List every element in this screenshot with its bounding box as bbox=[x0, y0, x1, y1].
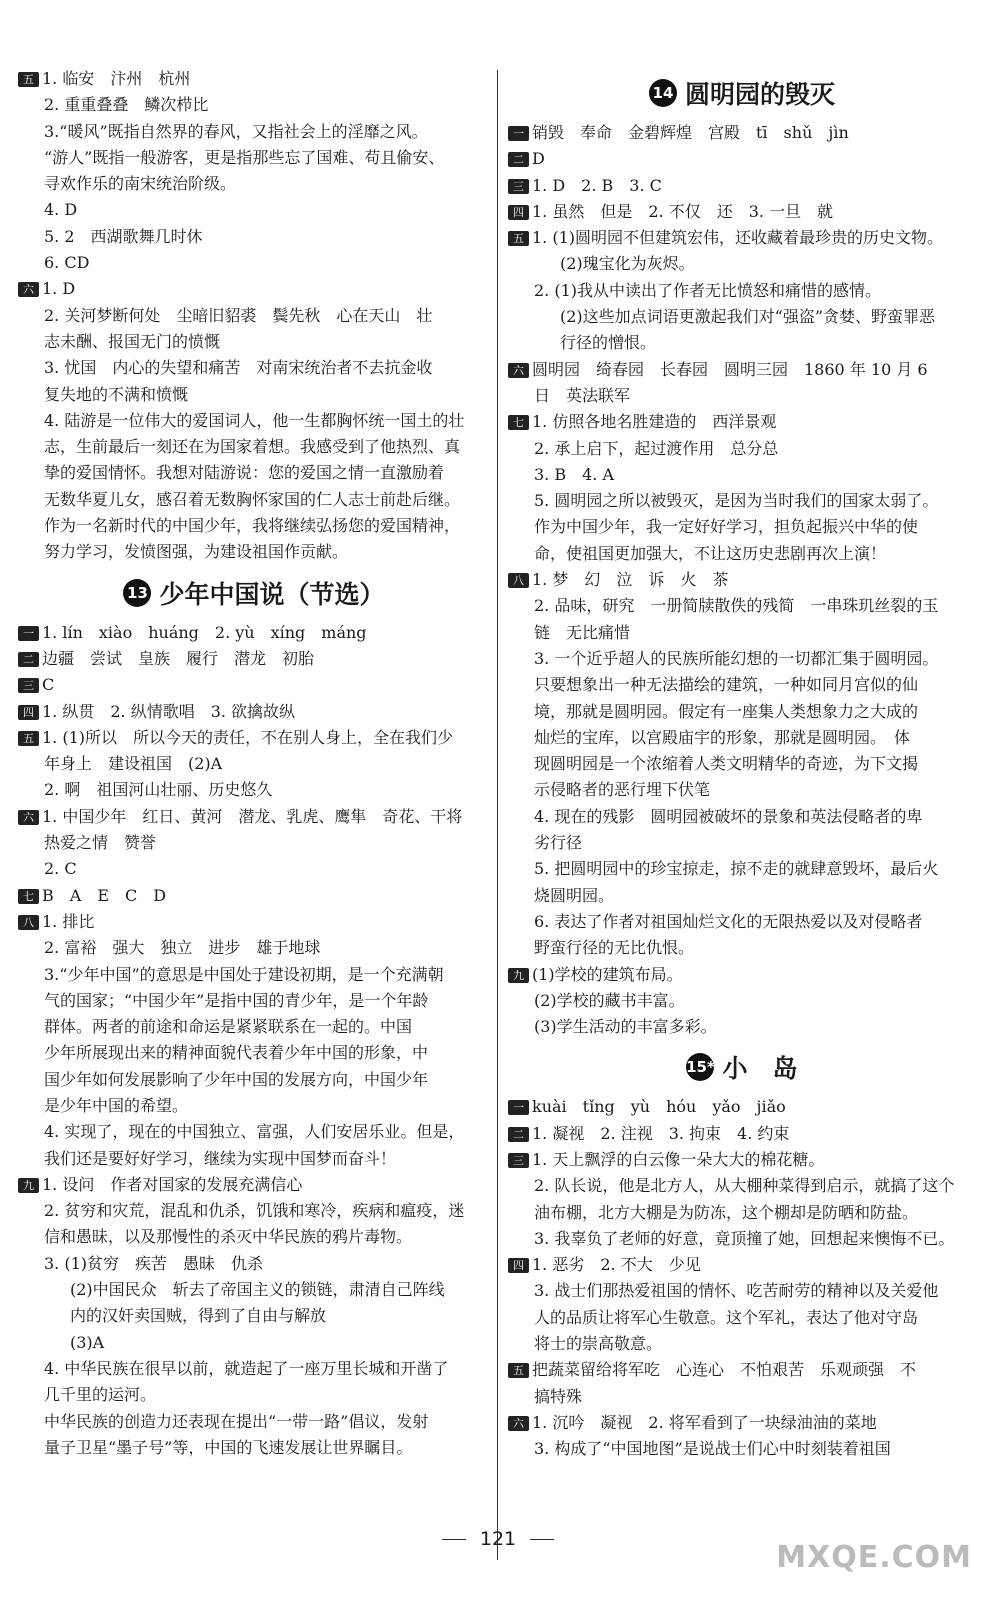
answer-text: 4. 实现了，现在的中国独立、富强，人们安居乐业。但是， bbox=[44, 1122, 465, 1142]
answer-line bbox=[508, 646, 976, 672]
answer-line bbox=[18, 883, 490, 909]
answer-line bbox=[508, 593, 976, 619]
answer-line bbox=[508, 962, 976, 988]
answer-text: 现圆明园是一个浓缩着人类文明精华的奇迹，为下文揭 bbox=[534, 754, 919, 774]
section-number-badge: 13 bbox=[123, 579, 151, 607]
answer-line bbox=[18, 1435, 490, 1461]
answer-line bbox=[18, 725, 490, 751]
answer-text: 搞特殊 bbox=[534, 1386, 583, 1406]
answer-line bbox=[18, 777, 490, 803]
answer-line bbox=[18, 171, 490, 197]
answer-line bbox=[508, 699, 976, 725]
answer-line bbox=[18, 909, 490, 935]
answer-line bbox=[18, 1330, 490, 1356]
answer-text: C bbox=[42, 675, 55, 695]
answer-text: 1. D 2. B 3. C bbox=[532, 175, 662, 195]
answer-line bbox=[508, 935, 976, 961]
answer-line bbox=[508, 1200, 976, 1226]
question-marker: 五 bbox=[18, 72, 39, 87]
answer-line bbox=[18, 329, 490, 355]
answer-line bbox=[18, 487, 490, 513]
answer-line bbox=[18, 1198, 490, 1224]
answer-line bbox=[508, 1436, 976, 1462]
answer-text: 4. 陆游是一位伟大的爱国词人，他一生都胸怀统一国土的壮 bbox=[44, 410, 465, 430]
answer-line bbox=[18, 434, 490, 460]
answer-text: 烧圆明园。 bbox=[534, 885, 615, 905]
question-marker: 六 bbox=[508, 1416, 529, 1431]
answer-line bbox=[18, 1040, 490, 1066]
answer-text: B A E C D bbox=[42, 885, 167, 905]
answer-text: 挚的爱国情怀。我想对陆游说：您的爱国之情一直激励着 bbox=[44, 463, 445, 483]
answer-text: 3. 构成了“中国地图”是说战士们心中时刻装着祖国 bbox=[534, 1439, 891, 1459]
answer-line bbox=[18, 935, 490, 961]
answer-text: 2. 富裕 强大 独立 进步 雄于地球 bbox=[44, 938, 321, 958]
question-marker: 八 bbox=[508, 573, 529, 588]
answer-line bbox=[18, 1119, 490, 1145]
answer-text: 我们还是要好好学习，继续为实现中国梦而奋斗！ bbox=[44, 1148, 397, 1168]
answer-text: 作为一名新时代的中国少年，我将继续弘扬您的爱国精神， bbox=[44, 516, 461, 536]
answer-text: 3. 一个近乎超人的民族所能幻想的一切都汇集于圆明园。 bbox=[534, 648, 939, 668]
answer-text: 2. 队长说，他是北方人，从大棚种菜得到启示，就搞了这个 bbox=[534, 1176, 955, 1196]
question-marker: 四 bbox=[18, 705, 39, 720]
question-marker: 二 bbox=[18, 652, 39, 667]
answer-text: 信和愚昧，以及那慢性的杀灭中华民族的鸦片毒物。 bbox=[44, 1227, 413, 1247]
answer-text: 4. D bbox=[44, 200, 78, 220]
answer-text: 作为中国少年，我一定好好学习，担负起振兴中华的使 bbox=[534, 517, 919, 537]
answer-line bbox=[508, 1331, 976, 1357]
answer-line bbox=[508, 225, 976, 251]
answer-line bbox=[508, 672, 976, 698]
answer-line bbox=[18, 1093, 490, 1119]
question-marker: 五 bbox=[18, 731, 39, 746]
answer-text: 将士的崇高敬意。 bbox=[534, 1334, 663, 1354]
answer-line bbox=[18, 276, 490, 302]
answer-text: 2. 品味，研究 一册简牍散佚的残简 一串珠玑丝裂的玉 bbox=[534, 596, 939, 616]
answer-text: 日 英法联军 bbox=[534, 385, 631, 405]
answer-line bbox=[508, 1252, 976, 1278]
answer-line bbox=[18, 197, 490, 223]
answer-text: 4. 现在的残影 圆明园被破坏的景象和英法侵略者的卑 bbox=[534, 806, 923, 826]
answer-line bbox=[18, 250, 490, 276]
question-marker: 一 bbox=[508, 126, 529, 141]
answer-text: 群体。两者的前途和命运是紧紧联系在一起的。中国 bbox=[44, 1017, 413, 1037]
answer-text: 复失地的不满和愤慨 bbox=[44, 384, 189, 404]
answer-line bbox=[508, 146, 976, 172]
question-marker: 四 bbox=[508, 205, 529, 220]
answer-text: 少年所展现出来的精神面貌代表着少年中国的形象，中 bbox=[44, 1043, 429, 1063]
answer-text: 努力学习，发愤图强，为建设祖国作贡献。 bbox=[44, 542, 349, 562]
answer-text: 4. 中华民族在很早以前，就造起了一座万里长城和开凿了 bbox=[44, 1358, 449, 1378]
answer-line bbox=[508, 725, 976, 751]
answer-text: 3.“少年中国”的意思是中国处于建设初期，是一个充满朝 bbox=[44, 964, 444, 984]
answer-line bbox=[18, 66, 490, 92]
question-marker: 三 bbox=[18, 678, 39, 693]
question-marker: 二 bbox=[508, 1127, 529, 1142]
answer-text: 1. 中国少年 红日、黄河 潜龙、乳虎、鹰隼 奇花、干将 bbox=[42, 806, 463, 826]
section-title-text: 圆明园的毁灭 bbox=[684, 80, 835, 109]
answer-line bbox=[508, 462, 976, 488]
answer-text: 2. 啊 祖国河山壮丽、历史悠久 bbox=[44, 780, 273, 800]
answer-line bbox=[508, 514, 976, 540]
answer-line bbox=[508, 830, 976, 856]
answer-text: (2)中国民众 斩去了帝国主义的锁链，肃清自己阵线 bbox=[70, 1280, 445, 1300]
answer-line bbox=[18, 382, 490, 408]
answer-line bbox=[18, 1409, 490, 1435]
question-marker: 五 bbox=[508, 231, 529, 246]
page-number: 121 bbox=[479, 1528, 517, 1550]
answer-text: D bbox=[532, 149, 545, 169]
answer-line bbox=[508, 620, 976, 646]
answer-text: 6. 表达了作者对祖国灿烂文化的无限热爱以及对侵略者 bbox=[534, 911, 923, 931]
question-marker: 三 bbox=[508, 1153, 529, 1168]
answer-line bbox=[508, 1226, 976, 1252]
answer-text: 2. 承上启下，起过渡作用 总分总 bbox=[534, 438, 779, 458]
answer-text: (1)学校的建筑布局。 bbox=[532, 964, 683, 984]
answer-line bbox=[18, 620, 490, 646]
answer-text: 链 无比痛惜 bbox=[534, 622, 631, 642]
answer-text: “游人”既指一般游客，更是指那些忘了国难、苟且偷安、 bbox=[44, 147, 445, 167]
answer-text: 3. 我辜负了老师的好意，竟顶撞了她，回想起来懊悔不已。 bbox=[534, 1228, 955, 1248]
question-marker: 三 bbox=[508, 179, 529, 194]
answer-line bbox=[18, 539, 490, 565]
question-marker: 一 bbox=[18, 626, 39, 641]
answer-line bbox=[508, 383, 976, 409]
answer-line bbox=[508, 1357, 976, 1383]
question-marker: 六 bbox=[508, 363, 529, 378]
answer-line bbox=[18, 1224, 490, 1250]
answer-text: 5. 把圆明园中的珍宝掠走，掠不走的就肆意毁坏，最后火 bbox=[534, 859, 939, 879]
answer-text: 1. 梦 幻 泣 诉 火 茶 bbox=[532, 570, 729, 590]
answer-line bbox=[508, 409, 976, 435]
answer-line bbox=[18, 1067, 490, 1093]
answer-line bbox=[508, 856, 976, 882]
question-marker: 四 bbox=[508, 1258, 529, 1273]
answer-line bbox=[18, 303, 490, 329]
answer-line bbox=[508, 251, 976, 277]
answer-line bbox=[508, 304, 976, 330]
answer-text: (3)学生活动的丰富多彩。 bbox=[534, 1017, 717, 1037]
answer-line bbox=[508, 541, 976, 567]
answer-line bbox=[18, 119, 490, 145]
answer-text: 1. 天上飘浮的白云像一朵大大的棉花糖。 bbox=[532, 1149, 825, 1169]
answer-text: 3. 战士们那热爱祖国的情怀、吃苦耐劳的精神以及关爱他 bbox=[534, 1281, 939, 1301]
question-marker: 六 bbox=[18, 810, 39, 825]
answer-text: 5. 圆明园之所以被毁灭，是因为当时我们的国家太弱了。 bbox=[534, 491, 939, 511]
answer-line bbox=[18, 804, 490, 830]
answer-line bbox=[18, 1146, 490, 1172]
answer-text: 国少年如何发展影响了少年中国的发展方向，中国少年 bbox=[44, 1069, 429, 1089]
answer-line bbox=[18, 460, 490, 486]
answer-text: 中华民族的创造力还表现在提出“一带一路”倡议，发射 bbox=[44, 1411, 429, 1431]
section-title-text: 小 岛 bbox=[722, 1054, 798, 1084]
answer-text: 劣行径 bbox=[534, 833, 583, 853]
answer-text: 2. (1)我从中读出了作者无比愤怒和痛惜的感情。 bbox=[534, 280, 882, 300]
answer-text: 境，那就是圆明园。假定有一座集人类想象力之大成的 bbox=[534, 701, 919, 721]
answer-text: 1. (1)所以 所以今天的责任，不在别人身上，全在我们少 bbox=[42, 727, 454, 747]
answer-line bbox=[508, 909, 976, 935]
answer-text: 量子卫星“墨子号”等，中国的飞速发展让世界瞩目。 bbox=[44, 1437, 413, 1457]
answer-text: 1. D bbox=[42, 279, 76, 299]
answer-line bbox=[508, 1305, 976, 1331]
answer-text: 6. CD bbox=[44, 253, 90, 273]
answer-text: 志未酬、报国无门的愤慨 bbox=[44, 331, 221, 351]
answer-line bbox=[18, 92, 490, 118]
answer-line bbox=[508, 278, 976, 304]
question-marker: 九 bbox=[18, 1178, 39, 1193]
answer-line bbox=[18, 1303, 490, 1329]
answer-line bbox=[18, 513, 490, 539]
answer-line bbox=[508, 751, 976, 777]
question-marker: 七 bbox=[18, 889, 39, 904]
answer-text: 热爱之情 赞誉 bbox=[44, 833, 157, 853]
answer-text: 1. (1)圆明园不但建筑宏伟，还收藏着最珍贵的历史文物。 bbox=[532, 228, 944, 248]
answer-text: 是少年中国的希望。 bbox=[44, 1095, 189, 1115]
answer-line bbox=[18, 830, 490, 856]
answer-line bbox=[18, 672, 490, 698]
answer-line bbox=[18, 355, 490, 381]
answer-line bbox=[508, 436, 976, 462]
answer-text: 2. 重重叠叠 鳞次栉比 bbox=[44, 95, 209, 115]
answer-line bbox=[508, 1410, 976, 1436]
answer-text: 志，生前最后一刻还在为国家着想。我感受到了他热烈、真 bbox=[44, 437, 461, 457]
answer-text: 2. 关河梦断何处 尘暗旧貂裘 鬓先秋 心在天山 壮 bbox=[44, 305, 433, 325]
answer-text: 寻欢作乐的南宋统治阶级。 bbox=[44, 174, 237, 194]
answer-text: 1. 恶劣 2. 不大 少见 bbox=[532, 1255, 701, 1275]
answer-line bbox=[508, 173, 976, 199]
answer-text: 油布棚，北方大棚是为防冻，这个棚却是防晒和防盐。 bbox=[534, 1202, 919, 1222]
answer-text: 只要想象出一种无法描绘的建筑，一种如同月宫似的仙 bbox=[534, 675, 919, 695]
column-divider bbox=[497, 70, 498, 1560]
answer-line bbox=[18, 856, 490, 882]
answer-text: 边疆 尝试 皇族 履行 潜龙 初胎 bbox=[42, 648, 315, 668]
answer-line bbox=[508, 1014, 976, 1040]
answer-text: 1. lín xiào huáng 2. yù xíng máng bbox=[42, 622, 367, 642]
answer-line bbox=[18, 646, 490, 672]
question-marker: 六 bbox=[18, 282, 39, 297]
answer-text: (3)A bbox=[70, 1332, 105, 1352]
answer-text: 1. 纵贯 2. 纵情歌唱 3. 欲擒故纵 bbox=[42, 701, 296, 721]
answer-line bbox=[18, 751, 490, 777]
answer-line bbox=[508, 1147, 976, 1173]
answer-line bbox=[508, 357, 976, 383]
answer-line bbox=[508, 120, 976, 146]
answer-line bbox=[18, 962, 490, 988]
answer-line bbox=[508, 488, 976, 514]
answer-text: 3. 忧国 内心的失望和痛苦 对南宋统治者不去抗金收 bbox=[44, 358, 433, 378]
answer-text: 2. C bbox=[44, 859, 77, 879]
question-marker: 二 bbox=[508, 152, 529, 167]
answer-text: 5. 2 西湖歌舞几时休 bbox=[44, 226, 203, 246]
answer-line bbox=[508, 883, 976, 909]
section-title bbox=[508, 66, 976, 120]
answer-text: 3. (1)贫穷 疾苦 愚昧 仇杀 bbox=[44, 1253, 264, 1273]
answer-line bbox=[18, 1251, 490, 1277]
answer-text: 1. 设问 作者对国家的发展充满信心 bbox=[42, 1174, 303, 1194]
section-title-text: 少年中国说（节选） bbox=[159, 579, 385, 609]
answer-line bbox=[508, 567, 976, 593]
answer-text: kuài tǐng yù hóu yǎo jiǎo bbox=[532, 1097, 786, 1117]
question-marker: 七 bbox=[508, 415, 529, 430]
question-marker: 九 bbox=[508, 968, 529, 983]
answer-text: 几千里的运河。 bbox=[44, 1385, 157, 1405]
answer-text: 野蛮行径的无比仇恨。 bbox=[534, 938, 695, 958]
section-title bbox=[18, 566, 490, 620]
answer-text: 销毁 奉命 金碧辉煌 宫殿 tī shǔ jìn bbox=[532, 123, 849, 142]
answer-line bbox=[508, 1384, 976, 1410]
answer-text: 2. 贫穷和灾荒，混乱和仇杀，饥饿和寒冷，疾病和瘟疫，迷 bbox=[44, 1201, 465, 1221]
answer-text: 1. 排比 bbox=[42, 911, 95, 931]
answer-line bbox=[18, 699, 490, 725]
answer-text: 1. 仿照各地名胜建造的 西洋景观 bbox=[532, 412, 777, 432]
answer-text: (2)学校的藏书丰富。 bbox=[534, 990, 685, 1010]
section-title bbox=[508, 1040, 976, 1094]
answer-line bbox=[18, 1172, 490, 1198]
answer-text: 灿烂的宝库，以宫殿庙宇的形象，那就是圆明园。 体 bbox=[534, 727, 911, 747]
answer-line bbox=[508, 988, 976, 1014]
answer-text: 内的汉奸卖国贼，得到了自由与解放 bbox=[70, 1306, 327, 1326]
answer-line bbox=[508, 1121, 976, 1147]
answer-text: 年身上 建设祖国 (2)A bbox=[44, 754, 223, 774]
section-number-badge: 14 bbox=[649, 79, 677, 107]
watermark-logo: MXQE.COM bbox=[776, 1540, 972, 1575]
answer-line bbox=[18, 1356, 490, 1382]
answer-line bbox=[508, 199, 976, 225]
answer-line bbox=[508, 1278, 976, 1304]
answer-line bbox=[508, 804, 976, 830]
answer-text: 1. 虽然 但是 2. 不仅 还 3. 一旦 就 bbox=[532, 201, 834, 221]
left-column bbox=[18, 66, 490, 1461]
answer-line bbox=[508, 1173, 976, 1199]
answer-text: 气的国家；“中国少年”是指中国的青少年，是一个年龄 bbox=[44, 990, 429, 1010]
answer-text: 1. 凝视 2. 注视 3. 拘束 4. 约束 bbox=[532, 1123, 790, 1143]
answer-text: 1. 沉吟 凝视 2. 将军看到了一块绿油油的菜地 bbox=[532, 1412, 877, 1432]
answer-text: 示侵略者的恶行埋下伏笔 bbox=[534, 780, 711, 800]
question-marker: 一 bbox=[508, 1100, 529, 1115]
answer-text: 1. 临安 汴州 杭州 bbox=[42, 69, 191, 88]
answer-text: (2)瑰宝化为灰烬。 bbox=[560, 254, 695, 274]
answer-text: 把蔬菜留给将军吃 心连心 不怕艰苦 乐观顽强 不 bbox=[532, 1360, 917, 1380]
answer-line bbox=[18, 145, 490, 171]
answer-line bbox=[18, 1382, 490, 1408]
answer-line bbox=[18, 408, 490, 434]
right-column bbox=[508, 66, 976, 1463]
answer-text: 3. B 4. A bbox=[534, 464, 615, 484]
answer-line bbox=[508, 330, 976, 356]
answer-text: 圆明园 绮春园 长春园 圆明三园 1860 年 10 月 6 bbox=[532, 359, 928, 379]
question-marker: 五 bbox=[508, 1363, 529, 1378]
answer-line bbox=[18, 224, 490, 250]
footer-dash-right bbox=[530, 1539, 554, 1540]
answer-line bbox=[508, 1094, 976, 1120]
footer-dash-left bbox=[442, 1539, 466, 1540]
answer-text: 命，使祖国更加强大，不让这历史悲剧再次上演！ bbox=[534, 543, 887, 563]
answer-text: 3.“暖风”既指自然界的春风，又指社会上的淫靡之风。 bbox=[44, 121, 428, 141]
answer-text: 行径的憎恨。 bbox=[560, 333, 657, 353]
question-marker: 八 bbox=[18, 915, 39, 930]
answer-line bbox=[508, 777, 976, 803]
answer-line bbox=[18, 1277, 490, 1303]
section-number-badge: 15* bbox=[686, 1053, 714, 1081]
answer-text: 人的品质让将军心生敬意。这个军礼，表达了他对守岛 bbox=[534, 1307, 919, 1327]
answer-text: (2)这些加点词语更激起我们对“强盗”贪婪、野蛮罪恶 bbox=[560, 307, 936, 327]
answer-line bbox=[18, 988, 490, 1014]
answer-line bbox=[18, 1014, 490, 1040]
answer-text: 无数华夏儿女，感召着无数胸怀家国的仁人志士前赴后继。 bbox=[44, 489, 461, 509]
